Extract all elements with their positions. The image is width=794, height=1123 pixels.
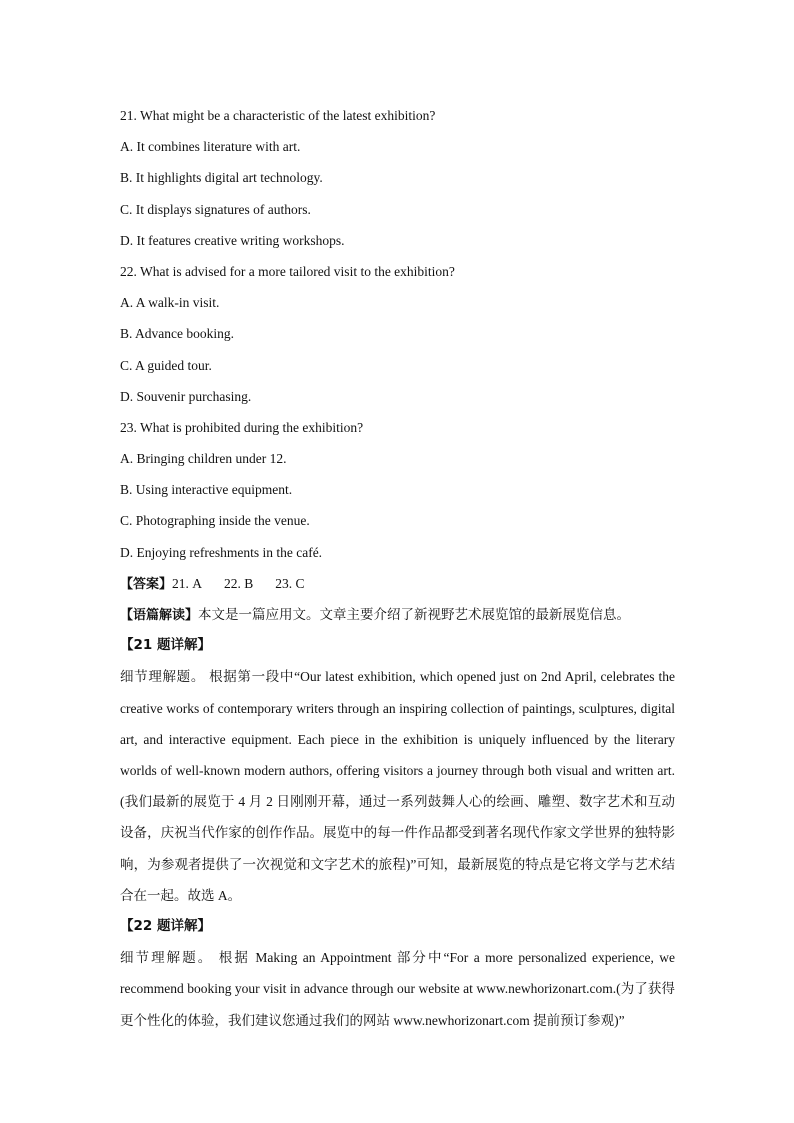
answer-21: 21. A [172,575,203,591]
question-22-option-a: A. A walk-in visit. [120,295,220,311]
detail-21-heading: 【21 题详解】 [120,637,211,654]
question-23-option-d: D. Enjoying refreshments in the café. [120,544,323,560]
question-21-option-a: A. It combines literature with art. [120,139,301,155]
detail-22-heading: 【22 题详解】 [120,918,211,934]
question-23-option-a: A. Bringing children under 12. [120,451,287,467]
summary-label: 【语篇解读】 [120,608,199,623]
question-22-option-c: C. A guided tour. [120,357,212,373]
answer-22: 22. B [224,575,254,591]
question-23-option-b: B. Using interactive equipment. [120,482,293,498]
question-22-stem: 22. What is advised for a more tailored visit to the exhibition? [120,263,455,279]
summary-text: 本文是一篇应用文。文章主要介绍了新视野艺术展览馆的最新展览信息。 [198,607,631,622]
question-21-stem: 21. What might be a characteristic of the latest exhibition? [120,108,436,123]
question-21-option-b: B. It highlights digital art technology. [120,170,323,186]
question-23-option-c: C. Photographing inside the venue. [120,513,310,529]
question-22-option-b: B. Advance booking. [120,326,234,342]
answer-label: 【答案】 [120,576,173,592]
detail-22-paragraph: 细节理解题。 根据 Making an Appointment 部分中“For a more personalized experience, we recommend booking your visit in advance through our website at www.newhorizonart.com.(为了获得更个性化的体验，我们建议您通过我们的网站 www.newhorizonart.com 提前预订参观)” [120,950,675,1028]
document-page [120,100,675,1036]
summary-line [120,599,675,630]
answer-line [120,568,675,599]
question-21-option-c: C. It displays signatures of authors. [120,201,311,217]
answer-23: 23. C [275,575,305,591]
question-21-option-d: D. It features creative writing workshops. [120,232,345,248]
question-22-option-d: D. Souvenir purchasing. [120,388,252,404]
question-23-stem: 23. What is prohibited during the exhibition? [120,419,364,435]
detail-21-paragraph: 细节理解题。 根据第一段中“Our latest exhibition, which opened just on 2nd April, celebrates the creative works of contemporary writers through an inspiring collection of paintings, sculptures, digital art, and interactive equipment. Each piece in the exhibition is uniquely influenced by the literary worlds of well-known modern authors, offering visitors a journey through both visual and written art.(我们最新的展览于 4 月 2 日刚刚开幕，通过一系列鼓舞人心的绘画、雕塑、数字艺术和互动设备，庆祝当代作家的创作作品。展览中的每一件作品都受到著名现代作家文学世界的独特影响，为参观者提供了一次视觉和文字艺术的旅程)”可知，最新展览的特点是它将文学与艺术结合在一起。故选 A。 [120,669,675,903]
